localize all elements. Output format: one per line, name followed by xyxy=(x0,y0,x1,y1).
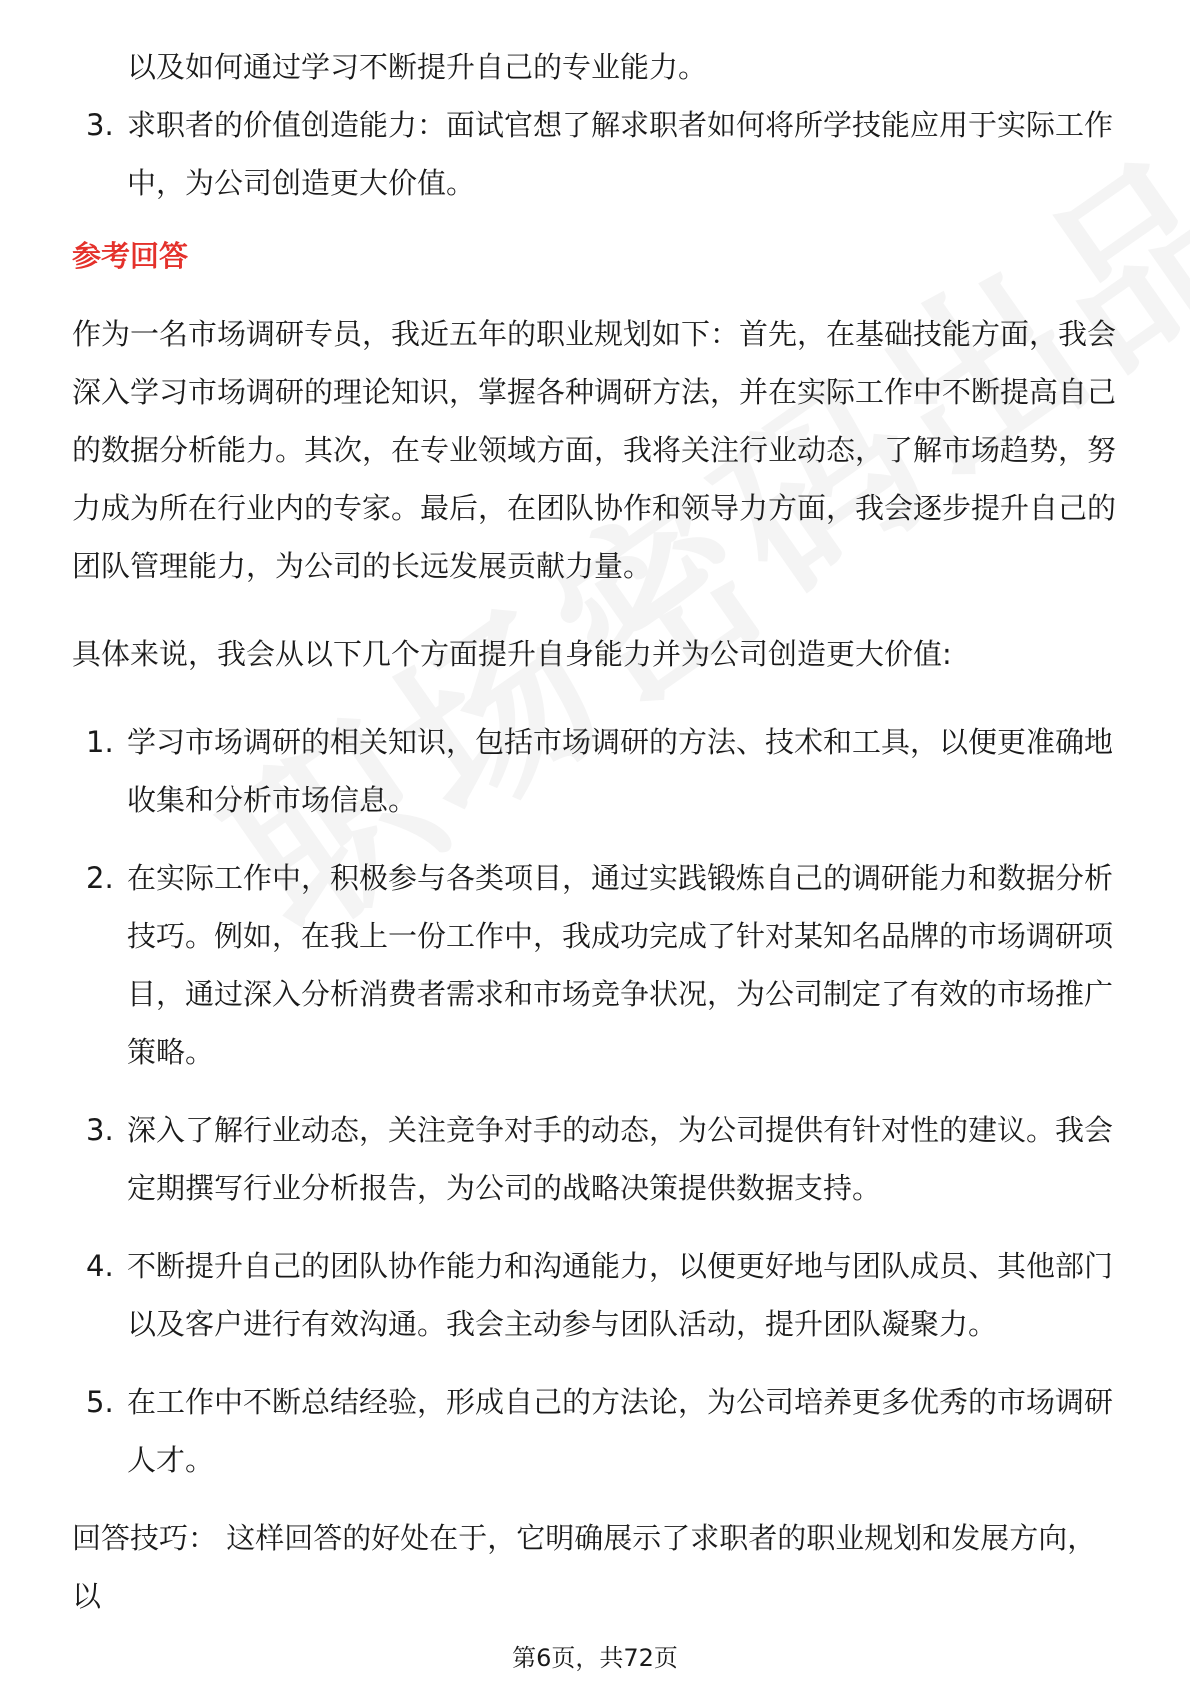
list-item-text: 学习市场调研的相关知识，包括市场调研的方法、技术和工具，以便更准确地收集和分析市场信息。 xyxy=(127,725,1114,817)
section-heading: 参考回答 xyxy=(72,239,189,273)
list-number: 3. xyxy=(86,1113,114,1147)
list-item-text: 不断提升自己的团队协作能力和沟通能力，以便更好地与团队成员、其他部门以及客户进行有效沟通。我会主动参与团队活动，提升团队凝聚力。 xyxy=(127,1249,1114,1341)
list-item xyxy=(72,1101,1122,1217)
list-continuation: 以及如何通过学习不断提升自己的专业能力。 xyxy=(127,50,708,84)
list-item-text: 深入了解行业动态，关注竞争对手的动态，为公司提供有针对性的建议。我会定期撰写行业分析报告，为公司的战略决策提供数据支持。 xyxy=(127,1113,1114,1205)
list-item-text: 求职者的价值创造能力：面试官想了解求职者如何将所学技能应用于实际工作中，为公司创造更大价值。 xyxy=(127,108,1114,200)
list-item xyxy=(72,96,1122,212)
list-item-text: 在工作中不断总结经验，形成自己的方法论，为公司培养更多优秀的市场调研人才。 xyxy=(127,1385,1114,1477)
page-content xyxy=(72,38,1122,1625)
list-number: 4. xyxy=(86,1249,114,1283)
paragraph: 具体来说，我会从以下几个方面提升自身能力并为公司创造更大价值: xyxy=(72,637,952,671)
answer-tips: 回答技巧： 这样回答的好处在于，它明确展示了求职者的职业规划和发展方向，以 xyxy=(72,1521,1097,1613)
list-number: 2. xyxy=(86,861,114,895)
paragraph: 作为一名市场调研专员，我近五年的职业规划如下：首先，在基础技能方面，我会深入学习市场调研的理论知识，掌握各种调研方法，并在实际工作中不断提高自己的数据分析能力。其次，在专业领域方面，我将关注行业动态，了解市场趋势，努力成为所在行业内的专家。最后，在团队协作和领导力方面，我会逐步提升自己的团队管理能力，为公司的长远发展贡献力量。 xyxy=(72,317,1117,583)
list-item xyxy=(72,1237,1122,1353)
list-item xyxy=(72,1373,1122,1489)
list-number: 5. xyxy=(86,1385,114,1419)
list-number: 1. xyxy=(86,725,114,759)
list-number: 3. xyxy=(86,108,114,142)
page-number: 第6页，共72页 xyxy=(512,1644,678,1672)
list-item-text: 在实际工作中，积极参与各类项目，通过实践锻炼自己的调研能力和数据分析技巧。例如，在我上一份工作中，我成功完成了针对某知名品牌的市场调研项目，通过深入分析消费者需求和市场竞争状况，为公司制定了有效的市场推广策略。 xyxy=(127,861,1114,1069)
list-item xyxy=(72,713,1122,829)
list-item xyxy=(72,849,1122,1081)
